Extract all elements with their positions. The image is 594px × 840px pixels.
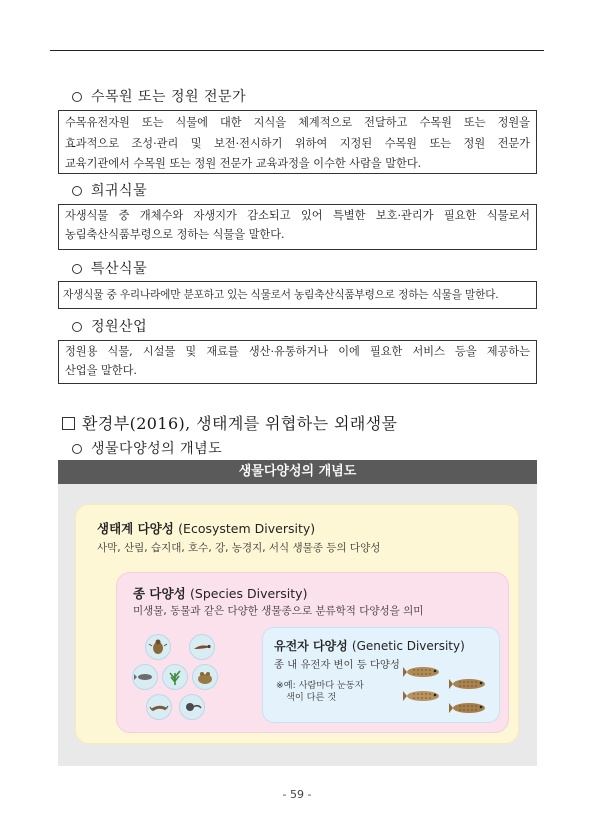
note-line: 색이 다른 것 bbox=[286, 692, 337, 703]
ecosystem-diversity-panel bbox=[75, 504, 519, 744]
definition-box-garden-industry bbox=[58, 340, 537, 384]
definition-line: 교육기관에서 수목원 또는 정원 전문가 교육과정을 이수한 사람을 말한다. bbox=[65, 157, 422, 170]
genetic-desc: 종 내 유전자 변이 등 다양성 bbox=[274, 659, 400, 671]
species-title-en: (Species Diversity) bbox=[190, 586, 308, 601]
section-title bbox=[62, 411, 397, 434]
ecosystem-title-ko: 생태계 다양성 bbox=[97, 521, 174, 536]
definition-line: 수목유전자원 또는 식물에 대한 지식을 체계적으로 전달하고 수목원 또는 정원을 bbox=[65, 116, 530, 129]
biodiversity-figure bbox=[58, 460, 537, 766]
figure-title: 생물다양성의 개념도 bbox=[58, 460, 537, 484]
species-title bbox=[133, 584, 307, 602]
fish-variant-icon bbox=[403, 664, 447, 680]
plant-icon bbox=[162, 664, 188, 690]
definition-line: 자생식물 중 우리나라에만 분포하고 있는 식물로서 농림축산식품부령으로 정하는 식물을 말한다. bbox=[63, 289, 499, 301]
square-bullet-icon bbox=[62, 417, 75, 430]
definition-line: 산업을 말한다. bbox=[65, 363, 137, 377]
fish-icon bbox=[132, 664, 158, 690]
heading-arboretum-expert bbox=[72, 86, 246, 106]
heading-text: 정원산업 bbox=[91, 319, 148, 335]
sub-heading bbox=[72, 438, 222, 458]
heading-endemic-plants bbox=[72, 258, 147, 278]
circle-bullet-icon bbox=[72, 92, 82, 102]
fish-variant-icon bbox=[449, 700, 493, 716]
definition-line: 효과적으로 조성·관리 및 보전·전시하기 위하여 지정된 수목원 또는 정원 전문가 bbox=[65, 136, 530, 150]
definition-box-rare-plants bbox=[58, 204, 537, 250]
fish-variant-icon bbox=[449, 676, 493, 692]
definition-line: 정원용 식물, 시설물 및 재료를 생산·유통하거나 이에 필요한 서비스 등을 제공하는 bbox=[65, 345, 530, 358]
frog-icon bbox=[192, 664, 218, 690]
top-rule bbox=[50, 50, 544, 51]
insect-icon bbox=[145, 634, 171, 660]
page-number: - 59 - bbox=[282, 788, 312, 801]
species-title-ko: 종 다양성 bbox=[133, 586, 186, 601]
genetic-title bbox=[274, 637, 465, 654]
circle-bullet-icon bbox=[72, 186, 82, 196]
lizard-icon bbox=[189, 634, 215, 660]
definition-box-arboretum-expert bbox=[58, 110, 537, 174]
definition-line: 자생식물 중 개체수와 자생지가 감소되고 있어 특별한 보호·관리가 필요한 식물로서 bbox=[65, 209, 530, 222]
heading-text: 희귀식물 bbox=[91, 183, 148, 199]
genetic-note bbox=[276, 680, 364, 704]
genetic-title-ko: 유전자 다양성 bbox=[274, 639, 348, 653]
circle-bullet-icon bbox=[72, 444, 82, 454]
heading-text: 특산식물 bbox=[91, 261, 148, 277]
circle-bullet-icon bbox=[72, 264, 82, 274]
section-title-text: 환경부(2016), 생태계를 위협하는 외래생물 bbox=[82, 414, 398, 433]
ecosystem-title-en: (Ecosystem Diversity) bbox=[178, 521, 316, 536]
fish-variant-icon bbox=[403, 688, 447, 704]
note-line: ※예: 사람마다 눈동자 bbox=[276, 680, 364, 691]
species-desc: 미생물, 동물과 같은 다양한 생물종으로 분류학적 다양성을 의미 bbox=[133, 605, 424, 617]
heading-garden-industry bbox=[72, 316, 147, 336]
circle-bullet-icon bbox=[72, 322, 82, 332]
heading-rare-plants bbox=[72, 180, 147, 200]
definition-box-endemic-plants bbox=[58, 281, 537, 309]
heading-text: 수목원 또는 정원 전문가 bbox=[91, 89, 247, 105]
ecosystem-title bbox=[97, 519, 315, 537]
tadpole-icon bbox=[179, 694, 205, 720]
genetic-title-en: (Genetic Diversity) bbox=[351, 639, 465, 653]
crayfish-icon bbox=[146, 694, 172, 720]
definition-line: 농림축산식품부령으로 정하는 식물을 말한다. bbox=[65, 227, 285, 241]
sub-heading-text: 생물다양성의 개념도 bbox=[91, 441, 223, 457]
genetic-diversity-panel bbox=[262, 627, 500, 723]
species-diversity-panel bbox=[116, 572, 509, 733]
ecosystem-desc: 사막, 산림, 습지대, 호수, 강, 농경지, 서식 생물종 등의 다양성 bbox=[97, 542, 381, 554]
